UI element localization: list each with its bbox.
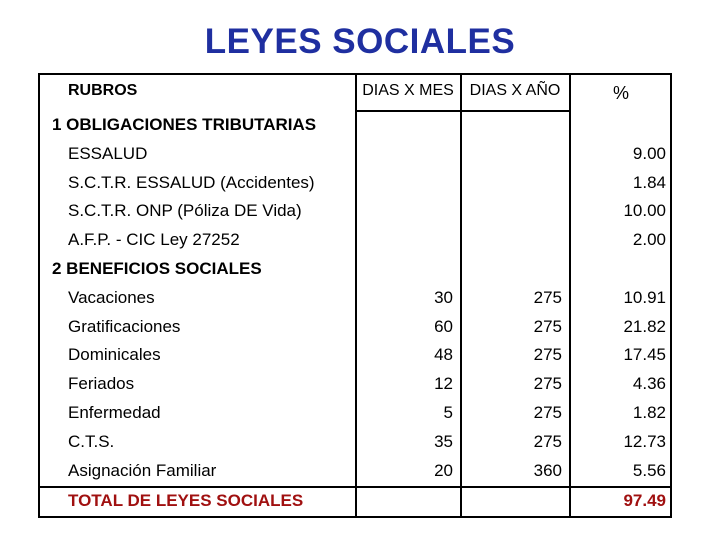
cell-percent: 5.56 <box>632 460 666 480</box>
row-label: Enfermedad <box>68 403 161 422</box>
cell-dias-mes: 20 <box>434 460 453 480</box>
cell-dias-anio: 275 <box>533 345 562 365</box>
cell-percent: 21.82 <box>623 316 666 336</box>
cell-dias-anio: 275 <box>533 374 562 394</box>
cell-dias-anio: 275 <box>533 316 562 336</box>
cell-percent: 10.00 <box>623 201 666 221</box>
page-title: LEYES SOCIALES <box>204 22 516 61</box>
cell-dias-mes: 5 <box>443 403 453 422</box>
row-label: Feriados <box>68 374 135 394</box>
row-label: S.C.T.R. ESSALUD (Accidentes) <box>68 172 315 192</box>
section-label: 2 BENEFICIOS SOCIALES <box>52 259 262 278</box>
cell-dias-anio: 275 <box>533 403 562 422</box>
cell-percent: 12.73 <box>623 431 666 451</box>
column-divider <box>460 73 462 518</box>
cell-percent: 4.36 <box>632 374 666 394</box>
cell-dias-mes: 35 <box>434 431 453 451</box>
header-rubros: RUBROS <box>68 82 138 99</box>
cell-percent: 10.91 <box>623 287 666 307</box>
header-dias-mes: DIAS X MES <box>362 82 454 99</box>
total-divider <box>38 486 672 488</box>
row-label: S.C.T.R. ONP (Póliza DE Vida) <box>68 201 302 221</box>
row-label: Asignación Familiar <box>68 460 217 480</box>
cell-dias-anio: 275 <box>533 431 562 451</box>
section-label: 1 OBLIGACIONES TRIBUTARIAS <box>52 115 317 134</box>
total-label: TOTAL DE LEYES SOCIALES <box>68 491 304 510</box>
row-label: Dominicales <box>68 345 161 365</box>
row-label: Gratificaciones <box>68 316 181 336</box>
row-label: Vacaciones <box>68 287 155 307</box>
cell-percent: 1.82 <box>632 403 666 422</box>
header-dias-anio: DIAS X AÑO <box>469 82 561 99</box>
row-label: C.T.S. <box>68 431 115 451</box>
cell-dias-mes: 60 <box>434 316 453 336</box>
total-percent: 97.49 <box>623 491 666 510</box>
cell-percent: 9.00 <box>632 143 666 163</box>
cell-percent: 17.45 <box>623 345 666 365</box>
row-label: A.F.P. - CIC Ley 27252 <box>68 230 240 250</box>
cell-percent: 1.84 <box>632 172 666 192</box>
cell-dias-anio: 360 <box>533 460 562 480</box>
cell-dias-mes: 30 <box>434 287 453 307</box>
cell-dias-mes: 48 <box>434 345 453 365</box>
cell-dias-mes: 12 <box>434 374 453 394</box>
column-divider <box>355 73 357 518</box>
header-percent: % <box>612 83 629 103</box>
column-divider <box>569 73 571 518</box>
header-divider <box>355 110 569 112</box>
cell-dias-anio: 275 <box>533 287 562 307</box>
cell-percent: 2.00 <box>632 230 666 250</box>
row-label: ESSALUD <box>68 143 148 163</box>
